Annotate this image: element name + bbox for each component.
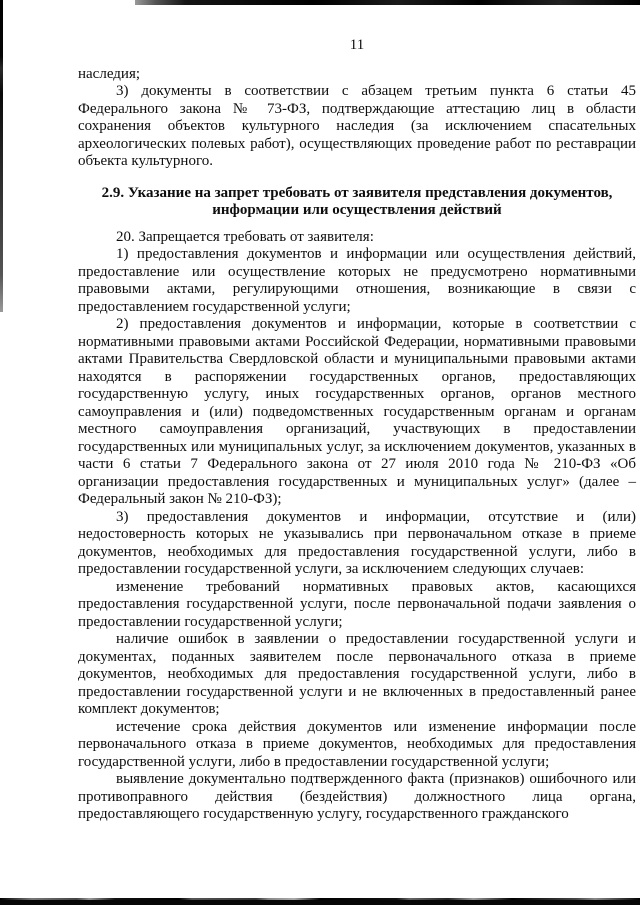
- paragraph: 3) документы в соответствии с абзацем третьим пункта 6 статьи 45 Федерального закона № 73-ФЗ, подтверждающие аттестацию лиц в области сохранения объектов культурного наследия (за исключением спасательных археологических полевых работ), осуществляющих проведение работ по реставрации объекта культурного.: [78, 83, 636, 169]
- scan-artifact-bottom-edge: [0, 898, 640, 905]
- section-heading: 2.9. Указание на запрет требовать от заявителя представления документов, информации или осуществления действий: [101, 184, 613, 218]
- paragraph: выявление документально подтвержденного факта (признаков) ошибочного или противоправного действия (бездействия) должностного лица органа, предоставляющего государственную услугу, государственного гражданского: [78, 771, 636, 822]
- paragraph: 2) предоставления документов и информации, которые в соответствии с нормативными правовыми актами Российской Федерации, нормативными правовыми актами Правительства Свердловской области и муниципальными правовыми актами находятся в распоряжении государственных органов, предоставляющих государственную услугу, иных государственных органов, органов местного самоуправления и (или) подведомственных государственным органам и органам местного самоуправления организаций, участвующих в предоставлении государственных или муниципальных услуг, за исключением документов, указанных в части 6 статьи 7 Федерального закона от 27 июля 2010 года № 210-ФЗ «Об организации предоставления государственных и муниципальных услуг» (далее – Федеральный закон № 210-ФЗ);: [78, 316, 636, 507]
- scan-artifact-left-edge: [0, 0, 3, 312]
- paragraph: изменение требований нормативных правовых актов, касающихся предоставления государственной услуги, после первоначальной подачи заявления о предоставлении государственной услуги;: [78, 578, 636, 630]
- page-number: 11: [349, 37, 365, 53]
- paragraph: 1) предоставления документов и информации или осуществления действий, предоставление или осуществление которых не предусмотрено нормативными правовыми актами, регулирующими отношения, возникающие в связи с предоставлением государственной услуги;: [78, 246, 636, 315]
- paragraph: истечение срока действия документов или изменение информации после первоначального отказа в приеме документов, необходимых для предоставления государственной услуги, либо в предоставлении государственной услуги;: [78, 718, 636, 770]
- page-content: [78, 37, 636, 824]
- scan-artifact-top-edge: [135, 0, 640, 5]
- paragraph-continuation: наследия;: [78, 65, 141, 82]
- paragraph: наличие ошибок в заявлении о предоставлении государственной услуги и документах, поданных заявителем после первоначального отказа в приеме документов, необходимых для предоставления государственной услуги, либо в предоставлении государственной услуги и не включенных в предоставленный ранее комплект документов;: [78, 631, 636, 717]
- paragraph: 3) предоставления документов и информации, отсутствие и (или) недостоверность которых не указывались при первоначальном отказе в приеме документов, необходимых для предоставления государственной услуги, либо в предоставлении государственной услуги, за исключением следующих случаев:: [78, 508, 636, 577]
- paragraph: 20. Запрещается требовать от заявителя:: [116, 228, 374, 245]
